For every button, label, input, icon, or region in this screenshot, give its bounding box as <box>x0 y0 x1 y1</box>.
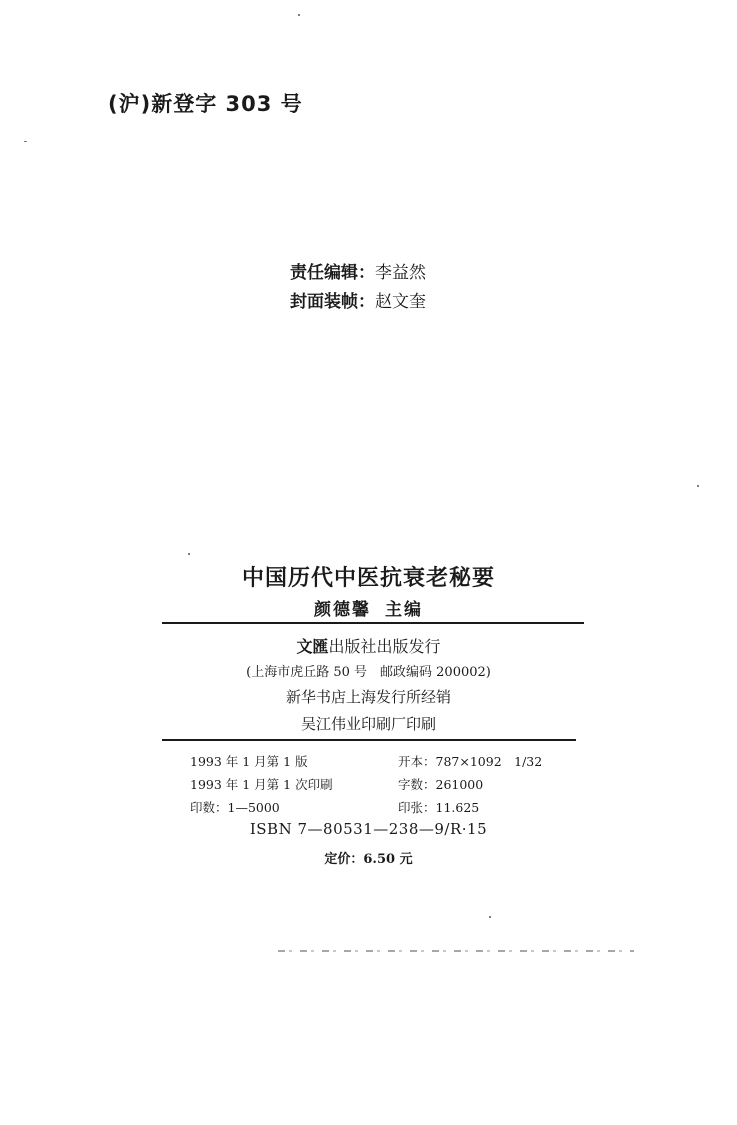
scan-speck <box>24 141 27 142</box>
scan-speck <box>489 916 491 918</box>
credit-value: 赵文奎 <box>375 292 426 312</box>
publisher-role: 出版社出版发行 <box>328 637 441 656</box>
word-count-info: 字数：261000 <box>398 777 484 792</box>
bottom-divider <box>162 739 576 741</box>
scan-noise-line <box>278 950 634 952</box>
credit-label: 封面装帧： <box>290 292 375 312</box>
credit-label: 责任编辑： <box>290 263 375 283</box>
editor-role: 主编 <box>385 600 423 620</box>
sheets-info: 印张：11.625 <box>398 800 480 815</box>
edition-info: 1993 年 1 月第 1 版 <box>190 754 308 769</box>
responsible-editor-credit <box>290 258 426 283</box>
credit-value: 李益然 <box>375 263 426 283</box>
price: 定价：6.50 元 <box>324 852 413 867</box>
book-title: 中国历代中医抗衰老秘要 <box>241 566 495 591</box>
printer-line: 吴江伟业印刷厂印刷 <box>300 715 436 733</box>
publisher-line <box>0 634 737 657</box>
print-run-info: 印数：1—5000 <box>190 800 280 815</box>
scan-speck <box>697 485 699 487</box>
editor-name: 颜德馨 <box>314 600 371 620</box>
chief-editor-line <box>0 595 737 620</box>
publisher-address: (上海市虎丘路 50 号 邮政编码 200002) <box>246 665 491 680</box>
format-info: 开本：787×1092 1/32 <box>398 754 543 769</box>
registration-number: (沪)新登字 303 号 <box>108 92 303 116</box>
scan-speck <box>298 14 300 16</box>
distributor-line: 新华书店上海发行所经销 <box>285 688 451 706</box>
scan-speck <box>188 553 190 555</box>
printing-info: 1993 年 1 月第 1 次印刷 <box>190 777 333 792</box>
publisher-brand: 文匯 <box>296 637 329 656</box>
top-divider <box>162 622 584 624</box>
cover-design-credit <box>290 287 426 312</box>
isbn: ISBN 7—80531—238—9/R·15 <box>249 820 488 838</box>
